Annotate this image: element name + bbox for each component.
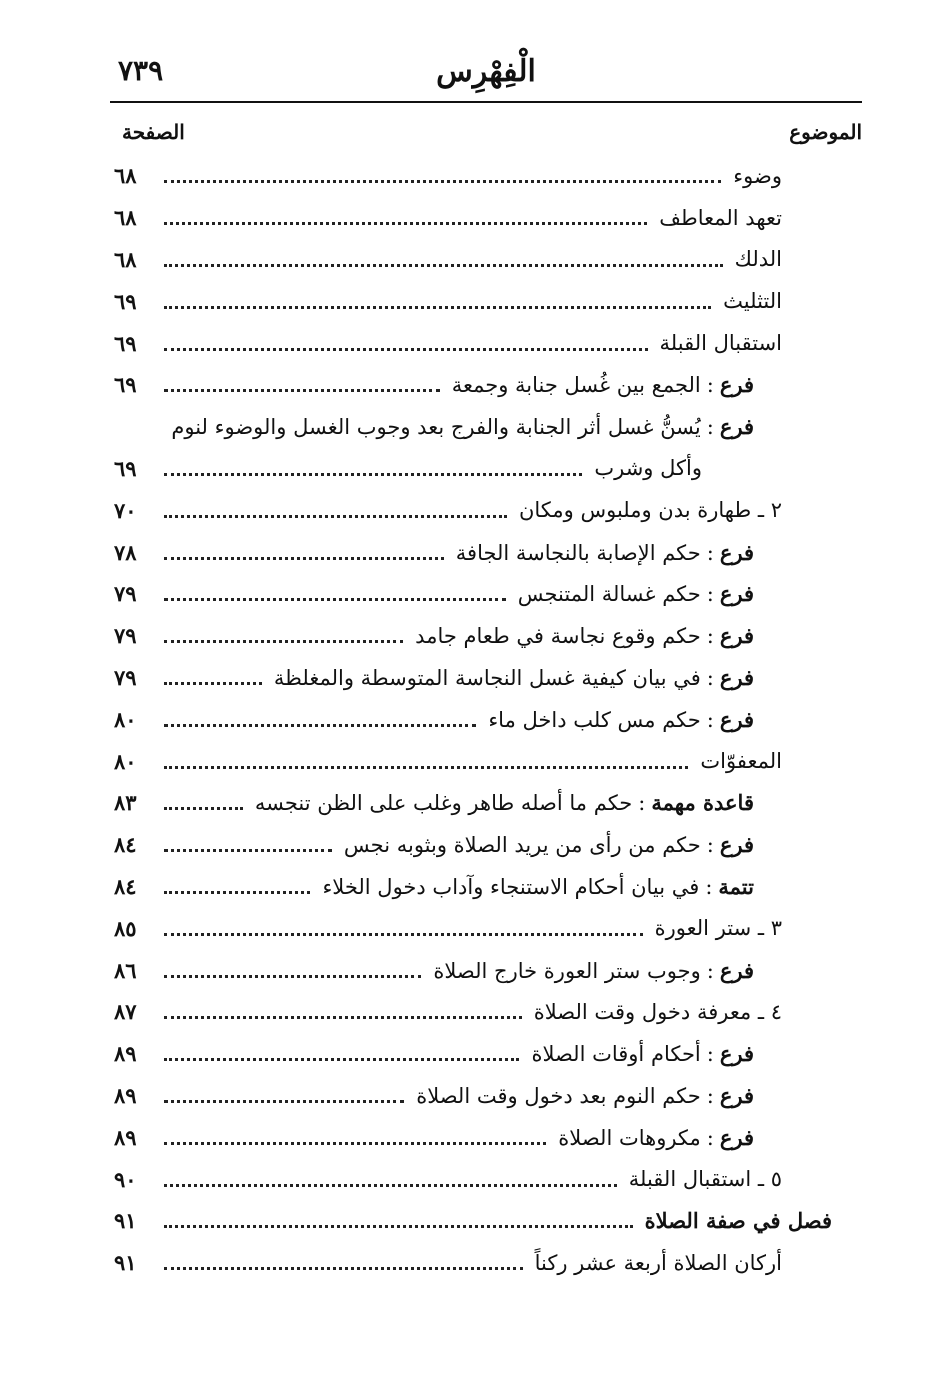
dot-leader [164, 849, 332, 852]
toc-entry[interactable]: فرع:أحكام أوقات الصلاة ٨٩ [110, 1033, 862, 1075]
toc-entry-page: ٦٩ [114, 288, 137, 314]
toc-entry[interactable]: فرع:في بيان كيفية غسل النجاسة المتوسطة والمغلظة ٧٩ [110, 657, 862, 699]
toc-entry-text: حكم وقوع نجاسة في طعام جامد [415, 624, 701, 649]
toc-entry-text: تعهد المعاطف [659, 205, 782, 230]
toc-entry[interactable] [110, 280, 862, 322]
toc-entry-text: حكم مس كلب داخل ماء [488, 707, 701, 732]
toc-entry-text: في بيان أحكام الاستنجاء وآداب دخول الخلاء [322, 874, 700, 899]
toc-entry-prefix: فرع [719, 539, 754, 565]
dot-leader [164, 1142, 546, 1145]
toc-entry-prefix: فرع [719, 706, 754, 732]
dot-leader [164, 1184, 617, 1187]
toc-entry-text: في بيان كيفية غسل النجاسة المتوسطة والمغلظة [273, 665, 701, 690]
toc-entry-prefix: فرع [719, 832, 754, 858]
toc-entry[interactable] [110, 448, 862, 490]
toc-entry-text: ٥ ـ استقبال القبلة [628, 1167, 782, 1192]
header-divider [110, 101, 862, 103]
toc-entry-text: وضوء [733, 163, 782, 188]
toc-entry[interactable] [110, 1200, 862, 1242]
toc-entry-prefix: فرع [719, 957, 754, 983]
toc-entry-page: ٦٨ [114, 163, 137, 189]
page-number: ٧٣٩ [118, 54, 164, 87]
toc-entry-text: يُسنُّ غسل أثر الجنابة والفرج بعد وجوب الغسل والوضوء لنوم [171, 415, 701, 440]
toc-entry[interactable] [110, 1242, 862, 1284]
table-of-contents [110, 155, 862, 1284]
toc-entry-page: ٩٠ [114, 1166, 137, 1192]
dot-leader [164, 1267, 523, 1270]
dot-leader [164, 1100, 404, 1103]
page-header [110, 48, 862, 98]
dot-leader [164, 1058, 519, 1061]
toc-entry-prefix: فرع [719, 372, 754, 398]
dot-leader [164, 807, 243, 810]
toc-entry-page: ٨٠ [114, 706, 137, 732]
page-title: الْفِهْرِس [436, 54, 536, 89]
toc-entry-text: وأكل وشرب [594, 456, 702, 481]
toc-entry-page: ٧٩ [114, 664, 137, 690]
dot-leader [164, 975, 421, 978]
toc-entry[interactable]: فرع:وجوب ستر العورة خارج الصلاة ٨٦ [110, 949, 862, 991]
toc-entry-page: ٦٨ [114, 246, 137, 272]
toc-entry-text: وجوب ستر العورة خارج الصلاة [433, 958, 701, 983]
toc-entry-text: حكم غسالة المتنجس [517, 582, 701, 607]
toc-entry-page: ٩١ [114, 1250, 137, 1276]
toc-entry-prefix: فرع [719, 1082, 754, 1108]
toc-entry-text: الجمع بين غُسل جنابة وجمعة [451, 373, 701, 398]
toc-entry-page: ٨٠ [114, 748, 137, 774]
toc-entry[interactable]: فرع:حكم الإصابة بالنجاسة الجافة ٧٨ [110, 531, 862, 573]
toc-entry-text: حكم من رأى من يريد الصلاة وبثوبه نجس [343, 833, 701, 858]
toc-entry-text: استقبال القبلة [659, 331, 782, 356]
toc-entry[interactable]: فرع:حكم مس كلب داخل ماء ٨٠ [110, 698, 862, 740]
dot-leader [164, 933, 643, 936]
column-header-page: الصفحة [122, 120, 185, 144]
toc-entry-page: ٦٩ [114, 330, 137, 356]
toc-entry-text: مكروهات الصلاة [558, 1125, 701, 1150]
toc-entry-prefix: فرع [719, 1041, 754, 1067]
dot-leader [164, 1016, 522, 1019]
toc-entry[interactable]: تتمة:في بيان أحكام الاستنجاء وآداب دخول الخلاء ٨٤ [110, 866, 862, 908]
dot-leader [164, 180, 721, 183]
toc-entry-page: ٨٩ [114, 1082, 137, 1108]
toc-entry-prefix: فرع [719, 414, 754, 440]
toc-entry-prefix: تتمة [718, 873, 754, 899]
toc-entry-text: أركان الصلاة أربعة عشر ركناً [534, 1250, 782, 1275]
dot-leader [164, 222, 647, 225]
toc-entry-text: المعفوّات [700, 749, 782, 774]
dot-leader [164, 1225, 633, 1228]
toc-entry-text: حكم الإصابة بالنجاسة الجافة [455, 540, 701, 565]
toc-entry[interactable] [110, 740, 862, 782]
column-headers [110, 120, 862, 150]
toc-entry-text: أحكام أوقات الصلاة [531, 1042, 701, 1067]
dot-leader [164, 724, 476, 727]
toc-entry-text: حكم ما أصله طاهر وغلب على الظن تنجسه [254, 791, 633, 816]
toc-entry[interactable]: فرع:حكم غسالة المتنجس ٧٩ [110, 573, 862, 615]
toc-entry-page: ٦٩ [114, 455, 137, 481]
dot-leader [164, 389, 440, 392]
dot-leader [164, 348, 648, 351]
toc-entry[interactable]: فرع:حكم من رأى من يريد الصلاة وبثوبه نجس ٨٤ [110, 824, 862, 866]
toc-entry-page: ٨٦ [114, 957, 137, 983]
toc-entry[interactable]: فرع:حكم النوم بعد دخول وقت الصلاة ٨٩ [110, 1075, 862, 1117]
toc-entry-page: ٩١ [114, 1208, 137, 1234]
toc-entry-page: ٦٩ [114, 372, 137, 398]
toc-entry-text: التثليث [723, 289, 782, 314]
toc-entry-page: ٨٣ [114, 790, 137, 816]
dot-leader [164, 306, 711, 309]
toc-entry[interactable] [110, 239, 862, 281]
toc-entry-page: ٨٤ [114, 873, 137, 899]
dot-leader [164, 640, 403, 643]
toc-entry[interactable] [110, 489, 862, 531]
toc-entry-page: ٨٥ [114, 915, 137, 941]
toc-entry[interactable] [110, 155, 862, 197]
toc-entry[interactable] [110, 1158, 862, 1200]
toc-entry-page: ٨٩ [114, 1041, 137, 1067]
toc-entry-prefix: فرع [719, 664, 754, 690]
dot-leader [164, 598, 506, 601]
dot-leader [164, 515, 507, 518]
toc-entry[interactable]: فرع:الجمع بين غُسل جنابة وجمعة ٦٩ [110, 364, 862, 406]
toc-entry-page: ٦٨ [114, 205, 137, 231]
toc-entry-prefix: فرع [719, 623, 754, 649]
toc-entry-text: فصل في صفة الصلاة [644, 1208, 832, 1234]
dot-leader [164, 682, 262, 685]
toc-entry-page: ٨٧ [114, 999, 137, 1025]
toc-entry-prefix: فرع [719, 1124, 754, 1150]
toc-entry-text: الدلك [734, 247, 782, 272]
toc-entry-page: ٨٤ [114, 832, 137, 858]
toc-entry-prefix: فرع [719, 581, 754, 607]
toc-entry[interactable] [110, 907, 862, 949]
toc-entry[interactable]: فرع:مكروهات الصلاة ٨٩ [110, 1116, 862, 1158]
toc-entry[interactable]: قاعدة مهمة:حكم ما أصله طاهر وغلب على الظن تنجسه ٨٣ [110, 782, 862, 824]
dot-leader [164, 473, 582, 476]
toc-entry-page: ٧٠ [114, 497, 137, 523]
toc-entry-text: ٢ ـ طهارة بدن وملبوس ومكان [518, 498, 782, 523]
dot-leader [164, 891, 310, 894]
dot-leader [164, 557, 444, 560]
toc-entry-prefix: قاعدة مهمة [651, 790, 754, 816]
toc-entry-text: حكم النوم بعد دخول وقت الصلاة [416, 1083, 701, 1108]
toc-entry[interactable] [110, 197, 862, 239]
dot-leader [164, 264, 723, 267]
toc-entry-text: ٣ ـ ستر العورة [654, 916, 782, 941]
toc-entry[interactable] [110, 322, 862, 364]
toc-entry-text: ٤ ـ معرفة دخول وقت الصلاة [533, 999, 782, 1024]
toc-entry-page: ٧٨ [114, 539, 137, 565]
column-header-topic: الموضوع [789, 120, 862, 144]
dot-leader [164, 766, 688, 769]
toc-entry[interactable]: فرع:حكم وقوع نجاسة في طعام جامد ٧٩ [110, 615, 862, 657]
toc-entry-page: ٧٩ [114, 581, 137, 607]
toc-entry-page: ٨٩ [114, 1124, 137, 1150]
toc-entry[interactable] [110, 991, 862, 1033]
toc-entry-page: ٧٩ [114, 623, 137, 649]
toc-entry[interactable]: فرع:يُسنُّ غسل أثر الجنابة والفرج بعد وجوب الغسل والوضوء لنوم [171, 414, 754, 440]
